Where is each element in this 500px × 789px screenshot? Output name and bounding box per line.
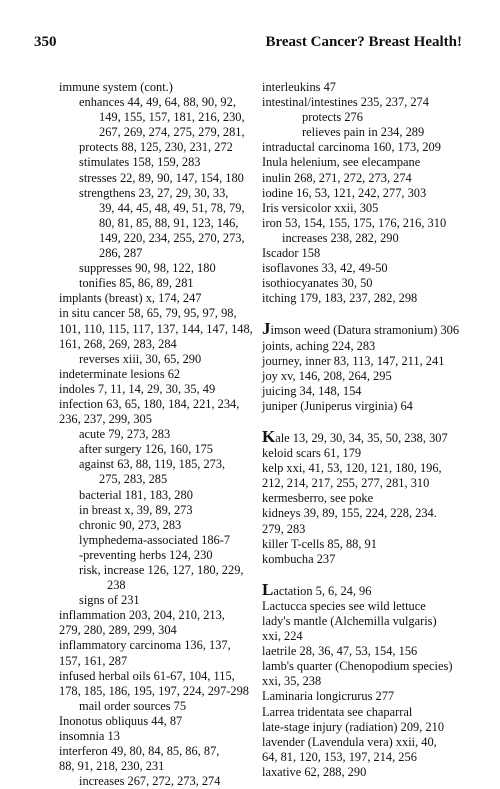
index-entry: 157, 161, 287 [59,653,128,668]
index-entry: inflammatory carcinoma 136, 137, [59,638,231,653]
index-entry: stimulates 158, 159, 283 [79,155,201,170]
index-entry: immune system (cont.) [59,80,173,94]
index-entry: suppresses 90, 98, 122, 180 [79,261,216,276]
index-entry: 88, 91, 218, 230, 231 [59,759,165,774]
page-header [30,34,470,56]
index-entry: protects 88, 125, 230, 231, 272 [79,140,233,155]
index-entry: joy xv, 146, 208, 264, 295 [262,368,392,383]
index-entry: 279, 280, 289, 299, 304 [59,623,177,638]
index-entry: insomnia 13 [59,729,120,744]
section-gap [262,567,480,582]
index-entry: laxative 62, 288, 290 [262,764,367,779]
index-entry: late-stage injury (radiation) 209, 210 [262,719,445,734]
index-entry: killer T-cells 85, 88, 91 [262,536,377,551]
index-entry: Larrea tridentata see chaparral [262,704,413,719]
index-entry: intraductal carcinoma 160, 173, 209 [262,140,441,155]
index-entry: intestinal/intestines 235, 237, 274 [262,95,429,110]
index-entry: 39, 44, 45, 48, 49, 51, 78, 79, [99,200,245,215]
index-entry: 80, 81, 85, 88, 91, 123, 146, [99,215,239,230]
index-entry: increases 238, 282, 290 [282,230,399,245]
index-entry: relieves pain in 234, 289 [302,125,425,140]
index-entry: 286, 287 [99,246,143,261]
index-entry: risk, increase 126, 127, 180, 229, [79,563,244,577]
index-entry: Laminaria longicrurus 277 [262,689,395,704]
index-entry: 236, 237, 299, 305 [59,412,152,427]
index-entry: in breast x, 39, 89, 273 [79,502,193,517]
index-entry: Iris versicolor xxii, 305 [262,200,379,215]
index-entry: iron 53, 154, 155, 175, 176, 216, 310 [262,215,447,230]
index-entry: reverses xiii, 30, 65, 290 [79,351,202,366]
index-entry: xxi, 35, 238 [262,674,322,689]
index-entry: journey, inner 83, 113, 147, 211, 241 [262,353,445,368]
index-entry: increases 267, 272, 273, 274 [79,774,221,789]
index-entry: kelp xxi, 41, 53, 120, 121, 180, 196, [262,461,442,476]
index-entry: Jimson weed (Datura stramonium) 306 [262,319,460,339]
index-entry: enhances 44, 49, 64, 88, 90, 92, [79,95,236,110]
index-entry: mail order sources 75 [79,698,187,713]
index-entry: infection 63, 65, 180, 184, 221, 234, [59,396,240,411]
index-entry: 267, 269, 274, 275, 279, 281, [99,125,245,140]
index-entry: 178, 185, 186, 195, 197, 224, 297-298 [59,683,249,698]
index-entry: inflammation 203, 204, 210, 213, [59,608,225,623]
page-number: 350 [34,34,57,50]
index-entry: juniper (Juniperus virginia) 64 [262,398,413,413]
index-entry: 149, 220, 234, 255, 270, 273, [99,230,245,245]
running-title: Breast Cancer? Breast Health! [265,34,462,50]
index-entry: Inula helenium, see elecampane [262,155,421,170]
index-entry: 238 [107,578,126,593]
index-entry: tonifies 85, 86, 89, 281 [79,276,194,291]
index-entry: iodine 16, 53, 121, 242, 277, 303 [262,185,427,200]
index-entry: after surgery 126, 160, 175 [79,442,213,457]
index-entry: chronic 90, 273, 283 [79,517,182,532]
index-entry: indeterminate lesions 62 [59,366,181,381]
section-gap [262,306,480,321]
index-column-left [59,80,254,789]
index-entry: juicing 34, 148, 154 [262,383,362,398]
index-entry: lymphedema-associated 186-7 [79,532,231,547]
index-entry: 149, 155, 157, 181, 216, 230, [99,110,245,125]
index-entry: keloid scars 61, 179 [262,446,362,461]
index-entry: 161, 268, 269, 283, 284 [59,336,177,351]
index-entry: strengthens 23, 27, 29, 30, 33, [79,185,229,200]
index-entry: 101, 110, 115, 117, 137, 144, 147, 148, [59,321,253,336]
index-entry: acute 79, 273, 283 [79,427,171,442]
index-entry: infused herbal oils 61-67, 104, 115, [59,668,235,683]
index-entry: lady's mantle (Alchemilla vulgaris) [262,614,437,628]
index-entry: -preventing herbs 124, 230 [79,547,213,562]
index-entry: kombucha 237 [262,551,336,566]
index-entry: bacterial 181, 183, 280 [79,487,193,502]
index-entry: itching 179, 183, 237, 282, 298 [262,291,418,306]
index-entry: Lactation 5, 6, 24, 96 [262,579,372,599]
index-entry: inulin 268, 271, 272, 273, 274 [262,170,412,185]
index-entry: joints, aching 224, 283 [262,338,376,353]
index-entry: 275, 283, 285 [99,472,168,487]
index-entry: Inonotus obliquus 44, 87 [59,713,183,728]
index-entry: implants (breast) x, 174, 247 [59,291,202,306]
index-entry: 64, 81, 120, 153, 197, 214, 256 [262,749,417,764]
index-entry: lavender (Lavendula vera) xxii, 40, [262,734,437,749]
index-entry: lamb's quarter (Chenopodium species) [262,659,453,674]
index-entry: 212, 214, 217, 255, 277, 281, 310 [262,476,430,491]
index-entry: 279, 283 [262,521,306,536]
index-entry: protects 276 [302,110,363,125]
index-column-right [262,80,480,780]
index-entry: indoles 7, 11, 14, 29, 30, 35, 49 [59,381,216,396]
index-entry: against 63, 88, 119, 185, 273, [79,457,226,472]
index-entry: isothiocyanates 30, 50 [262,276,373,291]
index-entry: xxi, 224 [262,629,303,644]
index-entry: stresses 22, 89, 90, 147, 154, 180 [79,170,244,185]
index-entry: Lactucca species see wild lettuce [262,598,426,613]
index-entry: kidneys 39, 89, 155, 224, 228, 234. [262,506,437,521]
index-entry: in situ cancer 58, 65, 79, 95, 97, 98, [59,306,237,321]
index-entry: interleukins 47 [262,80,336,94]
section-gap [262,414,480,429]
index-entry: isoflavones 33, 42, 49-50 [262,261,388,276]
index-entry: kermesberro, see poke [262,491,374,506]
index-entry: Kale 13, 29, 30, 34, 35, 50, 238, 307 [262,426,448,446]
index-entry: laetrile 28, 36, 47, 53, 154, 156 [262,644,418,659]
index-entry: signs of 231 [79,593,140,608]
index-entry: interferon 49, 80, 84, 85, 86, 87, [59,744,220,759]
index-entry: Iscador 158 [262,246,321,261]
